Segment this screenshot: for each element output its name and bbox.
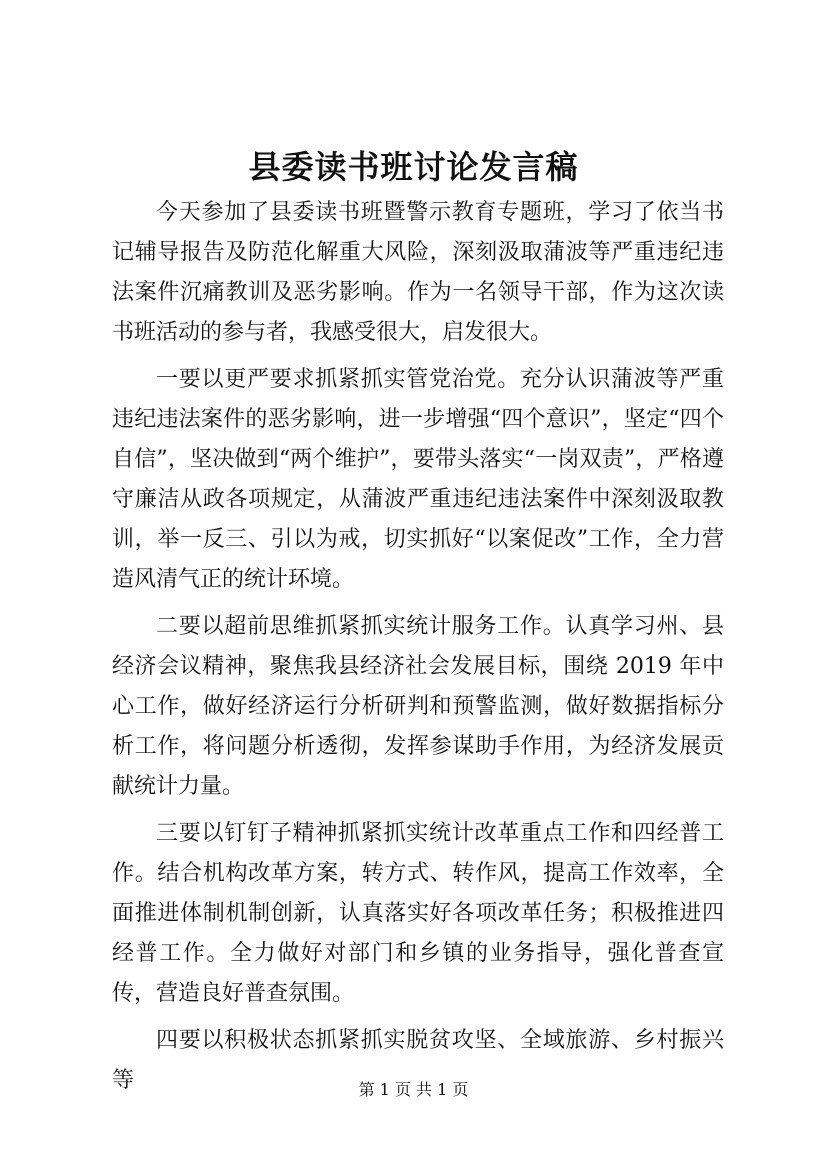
paragraph-point-one: 一要以更严要求抓紧抓实管党治党。充分认识蒲波等严重违纪违法案件的恶劣影响，进一步增强“四个意识”，坚定“四个自信”，坚决做到“两个维护”，要带头落实“一岗双责”，严格遵守廉洁从政各项规定，从蒲波严重违纪违法案件中深刻汲取教训，举一反三、引以为戒，切实抓好“以案促改”工作，全力营造风清气正的统计环境。 xyxy=(112,367,724,592)
paragraph-intro: 今天参加了县委读书班暨警示教育专题班，学习了依当书记辅导报告及防范化解重大风险，深刻汲取蒲波等严重违纪违法案件沉痛教训及恶劣影响。作为一名领导干部，作为这次读书班活动的参与者，我感受很大，启发很大。 xyxy=(112,200,724,345)
paragraph-point-three: 三要以钉钉子精神抓紧抓实统计改革重点工作和四经普工作。结合机构改革方案，转方式、转作风，提高工作效率，全面推进体制机制创新，认真落实好各项改革任务；积极推进四经普工作。全力做好对部门和乡镇的业务指导，强化普查宣传，营造良好普查氛围。 xyxy=(112,821,724,1006)
paragraph-point-four: 四要以积极状态抓紧抓实脱贫攻坚、全域旅游、乡村振兴等 xyxy=(112,1028,724,1093)
paragraph-point-two: 二要以超前思维抓紧抓实统计服务工作。认真学习州、县经济会议精神，聚焦我县经济社会发展目标，围绕 2019 年中心工作，做好经济运行分析研判和预警监测，做好数据指标分析工作，将问题分析透彻，发挥参谋助手作用，为经济发展贡献统计力量。 xyxy=(112,614,724,799)
document-title: 县委读书班讨论发言稿 xyxy=(248,148,579,186)
page-number-footer: 第 1 页 共 1 页 xyxy=(358,1080,469,1099)
document-body xyxy=(112,193,724,1108)
